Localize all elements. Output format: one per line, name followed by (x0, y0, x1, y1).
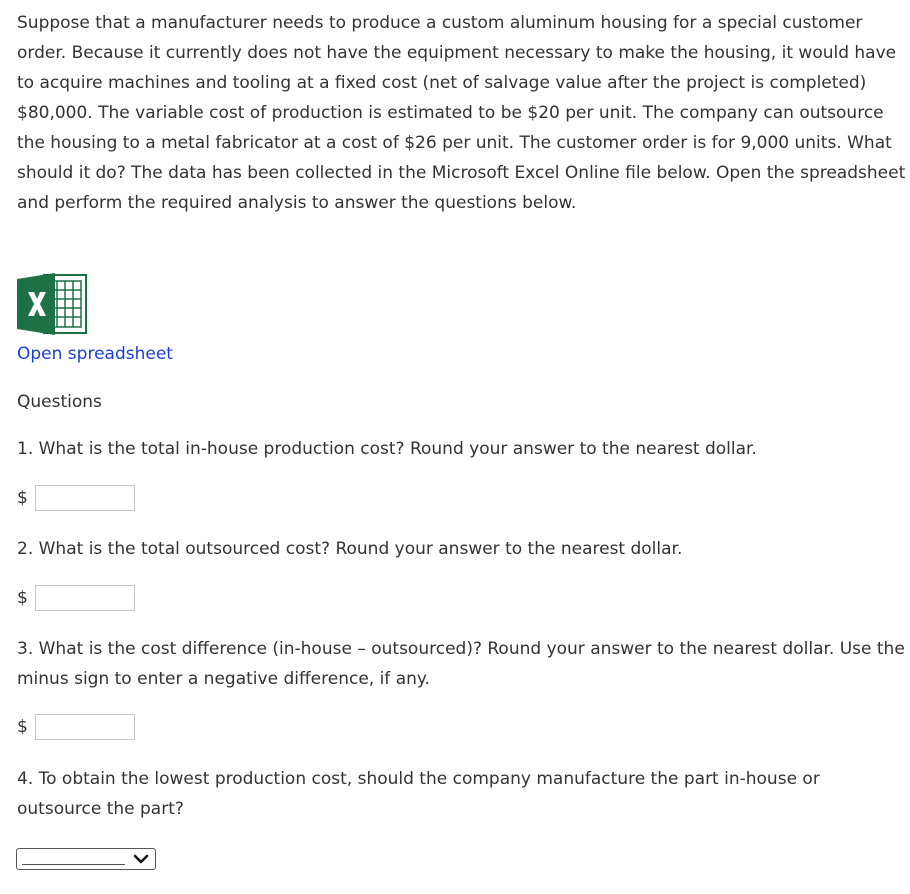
question-3-answer (17, 713, 135, 741)
cost-difference-input[interactable] (35, 714, 135, 740)
dollar-sign: $ (17, 717, 28, 737)
dollar-sign: $ (17, 588, 28, 608)
question-3-text: 3. What is the cost difference (in-house – outsourced)? Round your answer to the nearest dollar. Use the minus sign to enter a negative difference, if any. (17, 639, 905, 689)
select-placeholder-line (22, 864, 125, 865)
dollar-sign: $ (17, 488, 28, 508)
question-2-answer (17, 584, 135, 612)
question-1-answer (17, 484, 135, 512)
problem-statement: Suppose that a manufacturer needs to produce a custom aluminum housing for a special customer order. Because it currently does not have the equipment necessary to make the housing, it would have to acquire machines and tooling at a fixed cost (net of salvage value after the project is completed) $80,000. The variable cost of production is estimated to be $20 per unit. The company can outsource the housing to a metal fabricator at a cost of $26 per unit. The customer order is for 9,000 units. What should it do? The data has been collected in the Microsoft Excel Online file below. Open the spreadsheet and perform the required analysis to answer the questions below. (17, 13, 906, 213)
questions-heading: Questions (17, 392, 102, 412)
in-house-cost-input[interactable] (35, 485, 135, 511)
question-1-text: 1. What is the total in-house production cost? Round your answer to the nearest dollar. (17, 439, 757, 459)
decision-select[interactable] (16, 848, 156, 870)
question-4-text: 4. To obtain the lowest production cost, should the company manufacture the part in-house or outsource the part? (17, 769, 820, 819)
open-spreadsheet-link[interactable]: Open spreadsheet (17, 344, 173, 364)
chevron-down-icon (133, 853, 149, 865)
outsourced-cost-input[interactable] (35, 585, 135, 611)
excel-icon[interactable] (17, 273, 87, 335)
question-2-text: 2. What is the total outsourced cost? Round your answer to the nearest dollar. (17, 539, 683, 559)
